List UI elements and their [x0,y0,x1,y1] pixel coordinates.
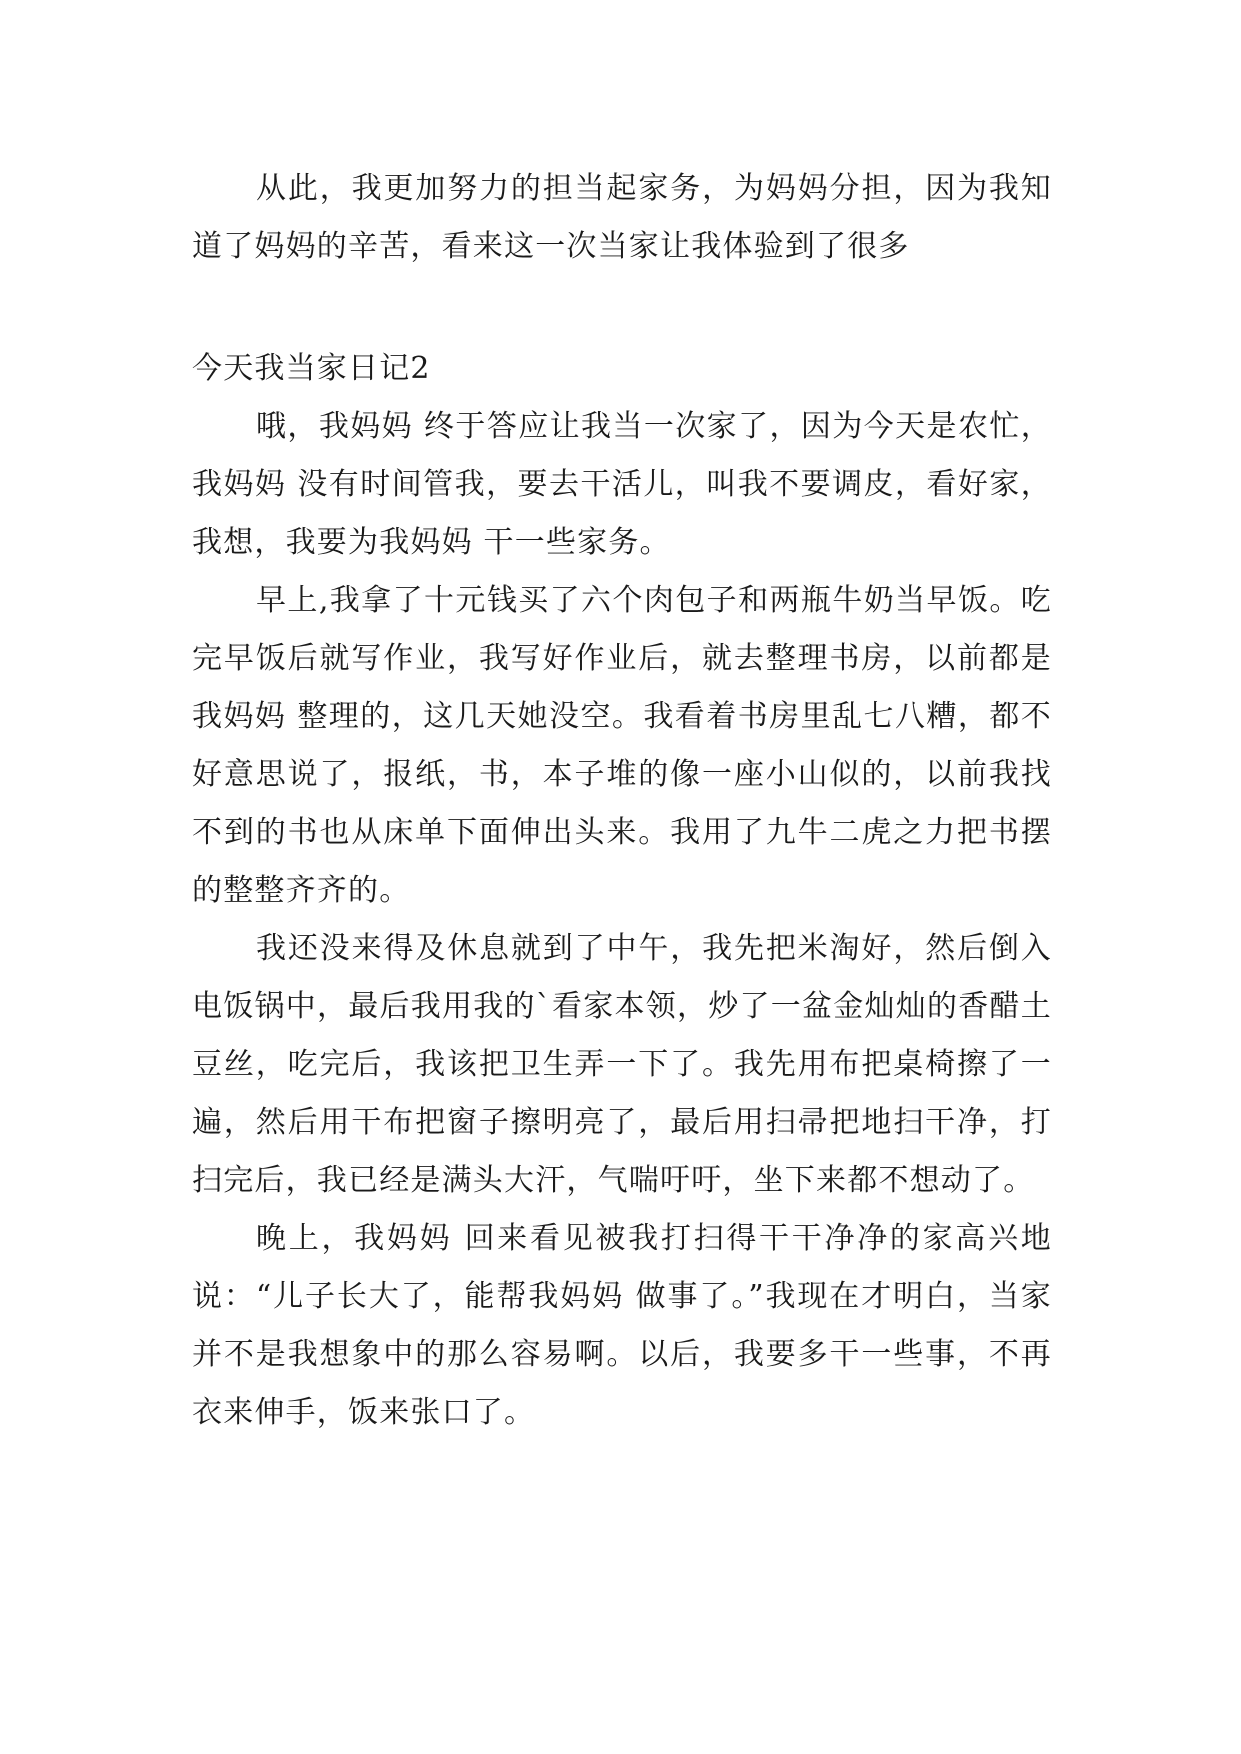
paragraph-1: 哦，我妈妈 终于答应让我当一次家了，因为今天是农忙，我妈妈 没有时间管我，要去干活儿，叫我不要调皮，看好家，我想，我要为我妈妈 干一些家务。 [192,409,1052,560]
section-heading: 今天我当家日记2 [192,351,431,386]
paragraph-4: 晚上，我妈妈 回来看见被我打扫得干干净净的家高兴地说：“儿子长大了，能帮我妈妈 做事了。”我现在才明白，当家并不是我想象中的那么容易啊。以后，我要多干一些事，不再衣来伸手，饭来张口了。 [192,1221,1052,1430]
document-body [192,160,1052,1442]
paragraph-2: 早上,我拿了十元钱买了六个肉包子和两瓶牛奶当早饭。吃完早饭后就写作业，我写好作业后，就去整理书房，以前都是我妈妈 整理的，这几天她没空。我看着书房里乱七八糟，都不好意思说了，报纸，书，本子堆的像一座小山似的，以前我找不到的书也从床单下面伸出头来。我用了九牛二虎之力把书摆的整整齐齐的。 [192,583,1052,908]
paragraph-3: 我还没来得及休息就到了中午，我先把米淘好，然后倒入电饭锅中，最后我用我的`看家本领，炒了一盆金灿灿的香醋土豆丝，吃完后，我该把卫生弄一下了。我先用布把桌椅擦了一遍，然后用干布把窗子擦明亮了，最后用扫帚把地扫干净，打扫完后，我已经是满头大汗，气喘吁吁，坐下来都不想动了。 [192,931,1052,1198]
section-spacer [192,276,1052,340]
paragraph-intro: 从此，我更加努力的担当起家务，为妈妈分担，因为我知道了妈妈的辛苦，看来这一次当家让我体验到了很多 [192,171,1052,264]
